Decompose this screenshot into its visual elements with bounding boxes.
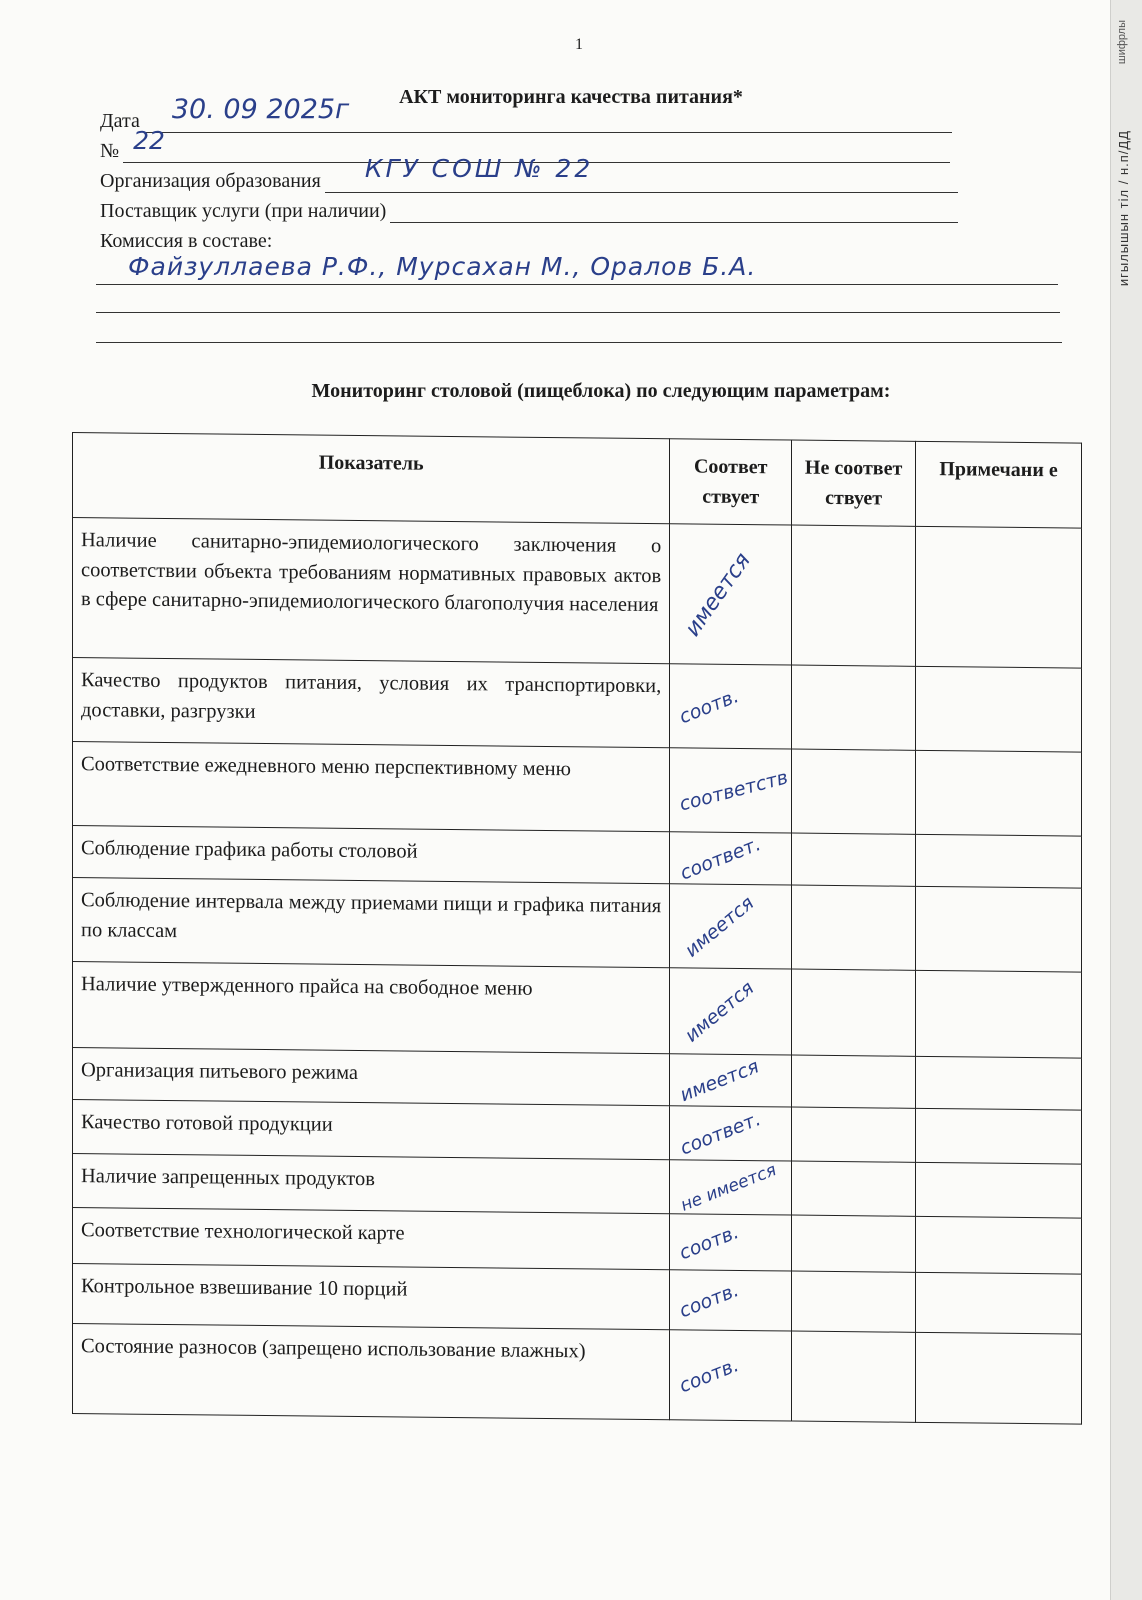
commission-line-1 <box>96 284 1058 285</box>
not-complies-cell <box>792 1107 916 1162</box>
note-cell <box>916 1162 1082 1218</box>
supplier-label: Поставщик услуги (при наличии) <box>100 200 387 222</box>
header-complies: Соответ ствует <box>670 439 792 525</box>
header-note: Примечани е <box>916 441 1082 528</box>
table-row <box>73 1264 1082 1335</box>
edge-text-middle: игылышын тіл / н.п/ДД <box>1116 130 1131 287</box>
not-complies-cell <box>792 749 916 834</box>
indicator-cell: Наличие запрещенных продуктов <box>73 1154 670 1214</box>
table-header-row <box>73 433 1082 529</box>
handwritten-mark: не имеется <box>678 1159 780 1216</box>
complies-cell <box>670 748 792 833</box>
note-cell <box>916 666 1082 752</box>
handwritten-mark: соотв. <box>676 1220 743 1264</box>
handwritten-mark: соответ. <box>677 832 765 885</box>
header-not-complies: Не соответ ствует <box>792 440 916 526</box>
number-handwritten: 22 <box>133 126 165 155</box>
handwritten-mark: имеется <box>680 976 759 1047</box>
complies-cell <box>670 1054 792 1107</box>
not-complies-cell <box>792 1271 916 1332</box>
not-complies-cell <box>792 525 916 666</box>
handwritten-mark: соответств <box>677 765 791 815</box>
table-row <box>73 1208 1082 1275</box>
commission-field <box>100 230 272 253</box>
indicator-cell: Состояние разносов (запрещено использование влажных) <box>73 1324 670 1420</box>
header-indicator: Показатель <box>73 433 670 524</box>
indicator-cell: Качество готовой продукции <box>73 1100 670 1160</box>
complies-cell <box>670 968 792 1055</box>
not-complies-cell <box>792 1055 916 1108</box>
note-cell <box>916 834 1082 888</box>
table-row <box>73 962 1082 1059</box>
note-cell <box>916 1272 1082 1334</box>
not-complies-cell <box>792 1161 916 1216</box>
indicator-cell: Соблюдение интервала между приемами пищи и графика питания по классам <box>73 878 670 968</box>
table-row <box>73 742 1082 837</box>
table-row <box>73 1324 1082 1425</box>
supplier-line <box>390 202 958 223</box>
indicator-cell: Организация питьевого режима <box>73 1048 670 1106</box>
not-complies-cell <box>792 885 916 970</box>
indicator-cell: Соответствие технологической карте <box>73 1208 670 1270</box>
indicator-cell: Наличие санитарно-эпидемиологического заключения о соответствии объекта требованиям нормативных правовых актов в сфере санитарно-эпидемиологического благополучия населения <box>73 518 670 664</box>
organization-handwritten: КГУ СОШ № 22 <box>364 154 594 183</box>
handwritten-mark: соотв. <box>676 684 743 728</box>
indicator-cell: Соответствие ежедневного меню перспективному меню <box>73 742 670 832</box>
complies-cell <box>670 1214 792 1271</box>
organization-field <box>100 154 958 193</box>
handwritten-mark: соответ. <box>677 1107 765 1160</box>
handwritten-mark: имеется <box>680 547 757 641</box>
handwritten-mark: имеется <box>680 891 759 962</box>
handwritten-mark: соотв. <box>676 1278 743 1322</box>
indicator-cell: Качество продуктов питания, условия их транспортировки, доставки, разгрузки <box>73 658 670 748</box>
edge-text-top: шифрлы <box>1116 20 1128 65</box>
organization-label: Организация образования <box>100 170 321 192</box>
commission-label: Комиссия в составе: <box>100 230 273 252</box>
complies-cell <box>670 1160 792 1215</box>
table-row <box>73 878 1082 973</box>
commission-line-2 <box>96 312 1060 313</box>
date-label: Дата <box>100 110 140 132</box>
table-row <box>73 518 1082 669</box>
complies-cell <box>670 832 792 885</box>
not-complies-cell <box>792 1215 916 1272</box>
page-number: 1 <box>575 36 583 53</box>
note-cell <box>916 1108 1082 1164</box>
note-cell <box>916 886 1082 972</box>
complies-cell <box>670 1330 792 1421</box>
indicator-cell: Соблюдение графика работы столовой <box>73 826 670 884</box>
supplier-field <box>100 200 958 223</box>
commission-line-3 <box>96 342 1062 343</box>
document-title: АКТ мониторинга качества питания* <box>399 86 743 108</box>
not-complies-cell <box>792 1331 916 1422</box>
table-row <box>73 658 1082 753</box>
note-cell <box>916 750 1082 836</box>
not-complies-cell <box>792 969 916 1056</box>
number-label: № <box>100 140 120 162</box>
note-cell <box>916 1216 1082 1274</box>
note-cell <box>916 526 1082 668</box>
monitoring-table <box>72 432 1082 1425</box>
note-cell <box>916 1332 1082 1424</box>
indicator-cell: Наличие утвержденного прайса на свободное меню <box>73 962 670 1054</box>
not-complies-cell <box>792 833 916 886</box>
complies-cell <box>670 664 792 749</box>
organization-line <box>325 154 958 193</box>
handwritten-mark: имеется <box>677 1054 763 1106</box>
commission-handwritten: Файзуллаева Р.Ф., Мурсахан М., Оралов Б.А. <box>128 252 757 281</box>
complies-cell <box>670 1270 792 1331</box>
not-complies-cell <box>792 665 916 750</box>
handwritten-mark: соотв. <box>676 1353 743 1397</box>
section-subtitle: Мониторинг столовой (пищеблока) по следующим параметрам: <box>311 380 891 402</box>
complies-cell <box>670 1106 792 1161</box>
complies-cell <box>670 884 792 969</box>
indicator-cell: Контрольное взвешивание 10 порций <box>73 1264 670 1330</box>
date-handwritten: 30. 09 2025г <box>171 94 350 125</box>
complies-cell <box>670 524 792 665</box>
note-cell <box>916 970 1082 1058</box>
note-cell <box>916 1056 1082 1110</box>
